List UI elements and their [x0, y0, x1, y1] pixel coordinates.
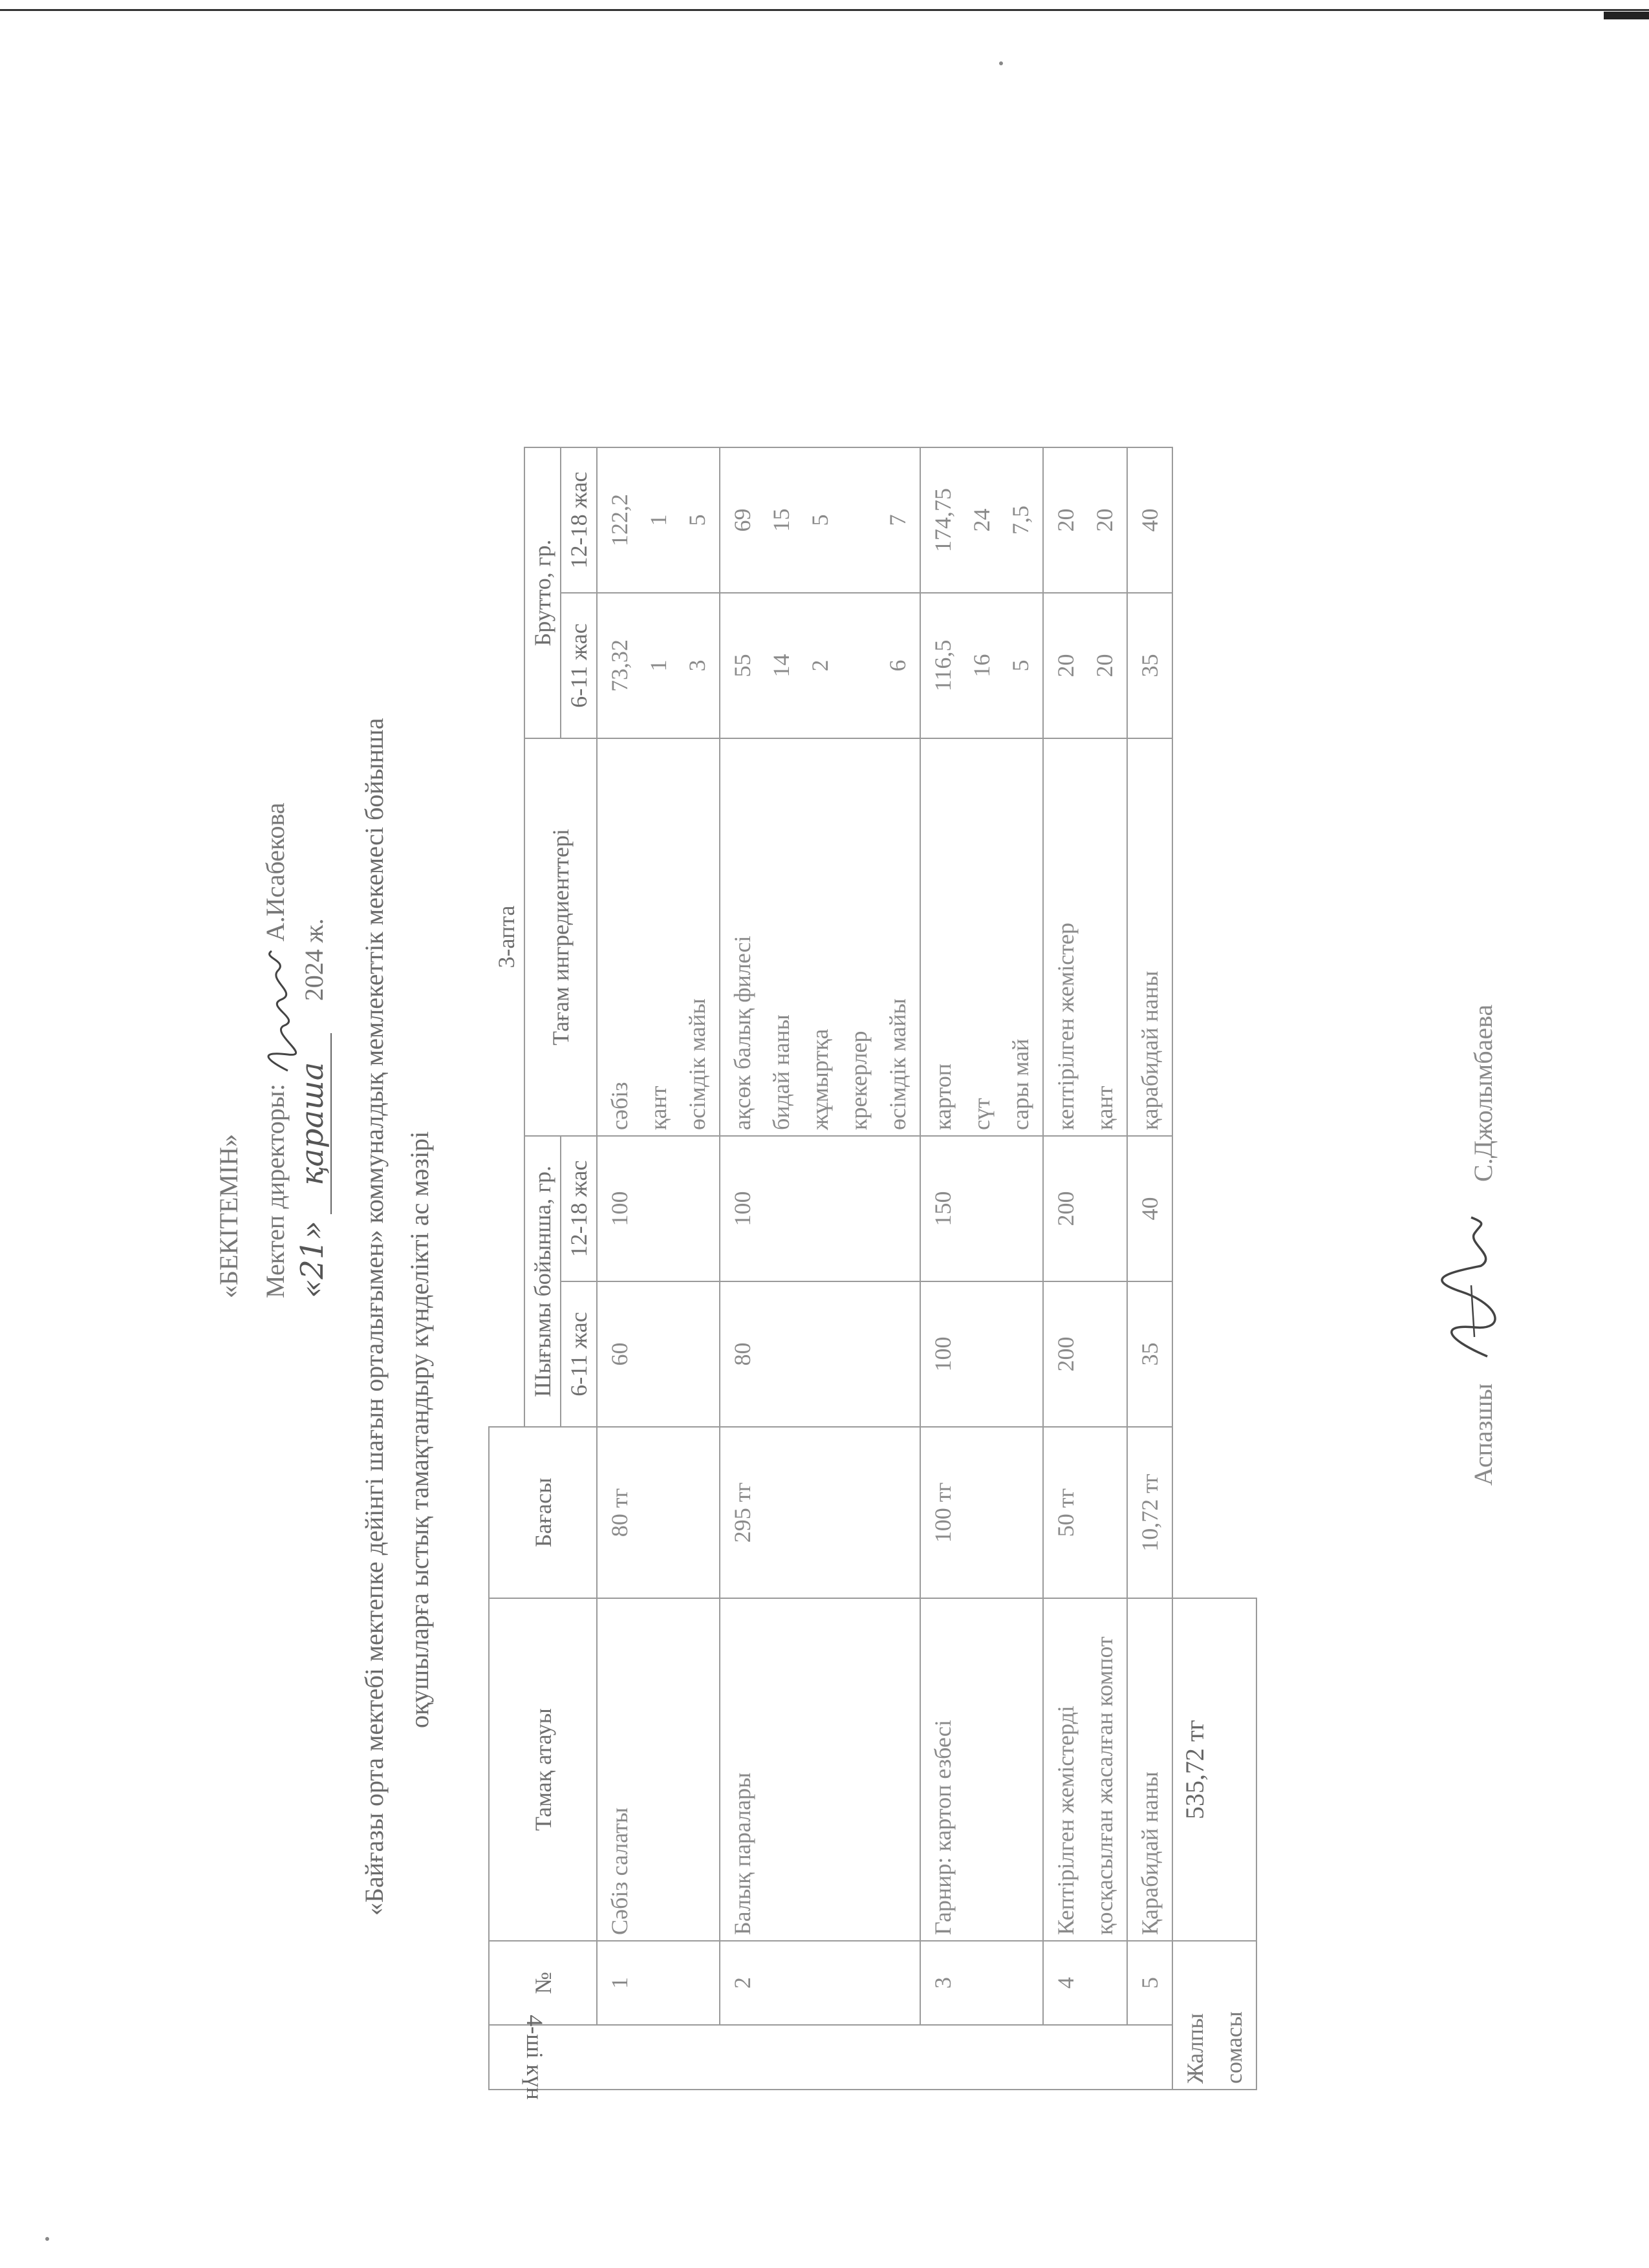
header-price: Бағасы [489, 1427, 597, 1598]
day-cell [489, 2015, 1172, 2100]
row-yield-b: 150 [920, 1136, 1043, 1281]
row-brutto-a [720, 593, 920, 738]
table-row [1043, 274, 1127, 2090]
table-row [920, 274, 1043, 2090]
row-yield-a: 35 [1127, 1281, 1172, 1427]
ingredient: бидай наны [768, 1014, 794, 1130]
header-dish: Тамақ атауы [489, 1598, 597, 1941]
row-ingredients [720, 738, 920, 1136]
brutto-value: 73,32 [607, 639, 632, 692]
date-day: «21» [294, 1221, 330, 1298]
ingredient: сары май [1008, 1038, 1033, 1130]
row-ingredients [920, 738, 1043, 1136]
row-no: 1 [597, 1941, 720, 2025]
brutto-value: 1 [645, 514, 671, 526]
cook-signature-icon [1436, 1214, 1513, 1363]
ingredient: өсімдік майы [885, 998, 911, 1130]
table-row [1127, 274, 1172, 2090]
ingredient: қант [1092, 1086, 1117, 1130]
cook-label: Аспазшы [1469, 1383, 1498, 1486]
table-row [720, 274, 920, 2090]
row-price: 50 тг [1043, 1427, 1127, 1598]
brutto-value: 14 [768, 654, 794, 678]
row-brutto-a [1127, 593, 1172, 738]
ingredient: қарабидай наны [1137, 970, 1163, 1130]
row-brutto-b [1043, 447, 1127, 593]
brutto-value: 20 [1053, 508, 1079, 532]
row-brutto-b [1127, 447, 1172, 593]
row-ingredients [597, 738, 720, 1136]
brutto-value: 3 [684, 659, 710, 672]
table-row [597, 274, 720, 2090]
row-ingredients [1043, 738, 1127, 1136]
row-dish: Балық паралары [720, 1598, 920, 1941]
brutto-value: 40 [1137, 508, 1163, 532]
brutto-value: 122,2 [607, 494, 632, 546]
row-yield-a: 100 [920, 1281, 1043, 1427]
total-row [1172, 274, 1256, 2090]
brutto-value [839, 599, 878, 733]
ingredient: ақсөк балық филесі [729, 936, 755, 1130]
brutto-value: 5 [1008, 659, 1033, 672]
row-yield-b: 100 [597, 1136, 720, 1281]
row-brutto-b [720, 447, 920, 593]
header-week: 3-апта [489, 447, 524, 1427]
brutto-value: 5 [807, 514, 833, 526]
ingredient: кептірілген жемістер [1053, 923, 1079, 1130]
row-yield-a: 200 [1043, 1281, 1127, 1427]
row-dish: Гарнир: картоп езбесі [920, 1598, 1043, 1941]
header-yield-age-b: 12-18 жас [561, 1136, 597, 1281]
ingredient: сәбіз [607, 1082, 632, 1130]
row-price: 100 тг [920, 1427, 1043, 1598]
document-title-line-1: «Байғазы орта мектебі мектепке дейінгі шағын орталығымен» коммуналдық мемлекеттік мекемесі бойынша [360, 718, 389, 1916]
total-label: Жалпы сомасы [1172, 1941, 1256, 2090]
brutto-value: 7,5 [1008, 506, 1033, 535]
row-yield-b: 200 [1043, 1136, 1127, 1281]
row-brutto-a [920, 593, 1043, 738]
date-month: қараша [294, 1033, 332, 1214]
row-dish: Қарабидай наны [1127, 1598, 1172, 1941]
document-title-line-2: оқушыларға ыстық тамақтандыру күнделікті ас мәзірі [405, 1131, 434, 1728]
approval-date [294, 919, 332, 1298]
row-price: 10,72 тг [1127, 1427, 1172, 1598]
row-price: 295 тг [720, 1427, 920, 1598]
director-label: Мектеп директоры: [261, 1084, 290, 1298]
ingredient: картоп [930, 1064, 956, 1130]
brutto-value: 20 [1053, 654, 1079, 678]
header-brutto-age-b: 12-18 жас [561, 447, 597, 593]
brutto-value: 1 [645, 659, 671, 672]
brutto-value: 116,5 [930, 639, 956, 692]
header-ingredients: Тағам ингредиенттері [524, 738, 597, 1136]
brutto-value: 2 [807, 659, 833, 672]
row-dish: Сәбіз салаты [597, 1598, 720, 1941]
row-dish: Кептірілген жемістерді қосқасылған жасалған компот [1043, 1598, 1127, 1941]
row-no: 2 [720, 1941, 920, 2025]
header-yield: Шығымы бойынша, гр. [524, 1136, 561, 1427]
header-brutto: Брутто, гр. [524, 447, 561, 738]
ingredient: қант [645, 1086, 671, 1130]
director-name: А.Исабекова [261, 802, 290, 942]
table-header-row-week [489, 274, 524, 2090]
brutto-value: 20 [1092, 654, 1117, 678]
row-brutto-b [597, 447, 720, 593]
header-yield-age-a: 6-11 жас [561, 1281, 597, 1427]
ingredient: крекерлер [846, 1031, 872, 1130]
brutto-value: 69 [729, 508, 755, 532]
header-brutto-age-a: 6-11 жас [561, 593, 597, 738]
brutto-value: 20 [1092, 508, 1117, 532]
row-yield-a: 80 [720, 1281, 920, 1427]
brutto-value [839, 453, 878, 587]
row-no: 5 [1127, 1941, 1172, 2025]
brutto-value: 55 [729, 654, 755, 678]
brutto-value: 5 [684, 514, 710, 526]
brutto-value: 174,75 [930, 488, 956, 552]
row-no: 4 [1043, 1941, 1127, 2025]
row-yield-b: 40 [1127, 1136, 1172, 1281]
cook-name: С.Джолымбаева [1469, 1004, 1498, 1182]
brutto-value: 7 [885, 514, 911, 526]
date-year: 2024 ж. [299, 918, 329, 1001]
row-brutto-b [920, 447, 1043, 593]
row-price: 80 тг [597, 1427, 720, 1598]
ingredient: сүт [969, 1098, 995, 1130]
row-yield-a: 60 [597, 1281, 720, 1427]
approval-heading: «БЕКІТЕМІН» [214, 1133, 243, 1298]
brutto-value: 15 [768, 508, 794, 532]
row-no: 3 [920, 1941, 1043, 2025]
row-yield-b: 100 [720, 1136, 920, 1281]
brutto-value: 24 [969, 508, 995, 532]
total-value: 535,72 тг [1172, 1598, 1256, 1941]
brutto-value: 35 [1137, 654, 1163, 678]
ingredient: өсімдік майы [684, 998, 710, 1130]
row-brutto-a [1043, 593, 1127, 738]
brutto-value: 16 [969, 654, 995, 678]
day-label: 4-ші күн [522, 2015, 548, 2100]
row-brutto-a [597, 593, 720, 738]
header-no: № [489, 1941, 597, 2025]
ingredient: жұмыртқа [807, 1029, 833, 1130]
brutto-value: 6 [885, 659, 911, 672]
row-ingredients [1127, 738, 1172, 1136]
menu-table [488, 273, 1257, 2100]
